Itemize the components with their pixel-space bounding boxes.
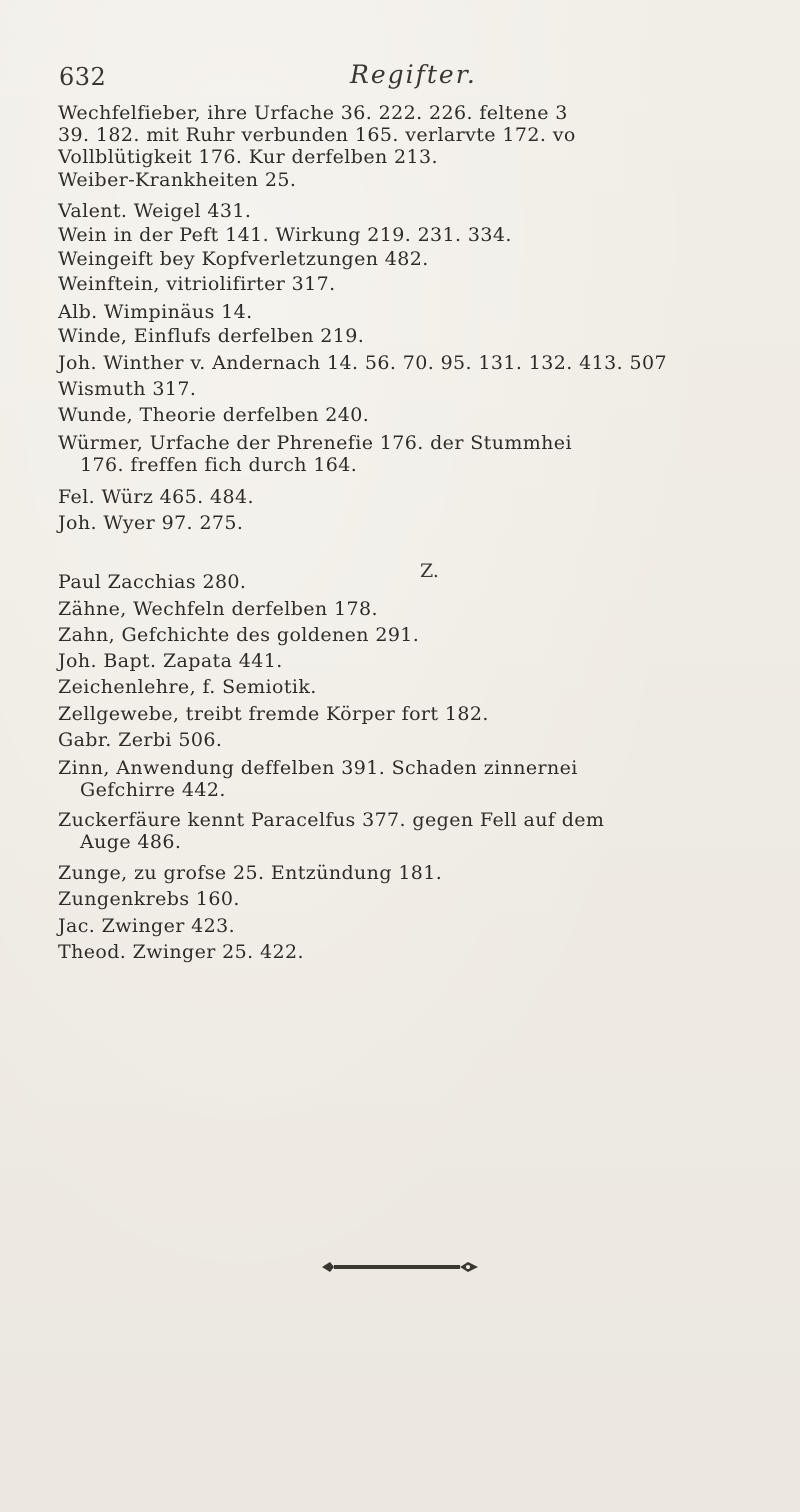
entry-line: Jac. Zwinger 423. (58, 915, 236, 937)
index-entry (58, 888, 240, 910)
entry-line: Joh. Wyer 97. 275. (58, 512, 244, 534)
entry-line: Zähne, Wechfeln derfelben 178. (58, 598, 378, 620)
index-entry (58, 757, 578, 801)
entry-line: Wein in der Peft 141. Wirkung 219. 231. 334. (58, 224, 512, 246)
entry-line: Weiber-Krankheiten 25. (58, 169, 297, 191)
entry-line: Weinftein, vitriolifirter 317. (58, 273, 336, 295)
index-entry (58, 915, 235, 937)
index-entry (58, 809, 604, 853)
entry-line: Paul Zacchias 280. (58, 571, 247, 593)
entry-line: Wunde, Theorie derfelben 240. (58, 404, 370, 426)
entry-line: 176. freffen fich durch 164. (80, 454, 358, 476)
index-entry (58, 729, 222, 751)
index-entry (58, 432, 572, 476)
index-entry (58, 352, 667, 374)
index-entry (58, 650, 283, 672)
end-ornament (320, 1260, 480, 1274)
entry-line: Wechfelfieber, ihre Urfache 36. 222. 226. feltene 3 (58, 102, 568, 124)
entry-line: Fel. Würz 465. 484. (58, 486, 254, 508)
index-entry (58, 676, 317, 698)
index-entry (58, 941, 304, 963)
index-entry (58, 703, 489, 725)
entry-line: Joh. Winther v. Andernach 14. 56. 70. 95. 131. 132. 413. 507 (58, 352, 667, 374)
index-entry (58, 273, 336, 295)
entry-line: 39. 182. mit Ruhr verbunden 165. verlarvte 172. vo (58, 124, 576, 146)
index-entry (58, 378, 196, 400)
entry-line: Auge 486. (80, 831, 182, 853)
entry-line: Weingeift bey Kopfverletzungen 482. (58, 248, 429, 270)
index-entry (58, 571, 246, 593)
index-entry (58, 598, 378, 620)
index-entry (58, 862, 442, 884)
entry-line: Zahn, Gefchichte des goldenen 291. (58, 624, 420, 646)
entry-line: Winde, Einflufs derfelben 219. (58, 325, 365, 347)
index-entry (58, 325, 364, 347)
index-entry (58, 169, 296, 191)
entry-line: Gefchirre 442. (80, 779, 226, 801)
index-entry (58, 404, 369, 426)
entry-line: Joh. Bapt. Zapata 441. (58, 650, 283, 672)
entry-line: Gabr. Zerbi 506. (58, 729, 223, 751)
index-entry (58, 224, 512, 246)
entry-line: Zellgewebe, treibt fremde Körper fort 182. (58, 703, 489, 725)
index-entry (58, 102, 576, 168)
index-entry (58, 624, 419, 646)
entry-line: Theod. Zwinger 25. 422. (58, 941, 304, 963)
entry-line: Zungenkrebs 160. (58, 888, 240, 910)
index-entry (58, 301, 253, 323)
entry-line: Wismuth 317. (58, 378, 197, 400)
index-entry (58, 486, 254, 508)
entry-line: Vollblütigkeit 176. Kur derfelben 213. (58, 146, 438, 168)
index-entry (58, 200, 251, 222)
entry-line: Zinn, Anwendung deffelben 391. Schaden zinnernei (58, 757, 578, 779)
entry-line: Zeichenlehre, f. Semiotik. (58, 676, 317, 698)
page-number: 632 (59, 63, 107, 91)
entry-line: Alb. Wimpinäus 14. (58, 301, 253, 323)
entry-line: Zunge, zu grofse 25. Entzündung 181. (58, 862, 443, 884)
section-letter: Z. (420, 560, 439, 582)
entry-line: Valent. Weigel 431. (58, 200, 252, 222)
index-entry (58, 512, 243, 534)
running-head: Regifter. (350, 60, 477, 89)
index-entry (58, 248, 429, 270)
entry-line: Würmer, Urfache der Phrenefie 176. der Stummhei (58, 432, 572, 454)
entry-line: Zuckerfäure kennt Paracelfus 377. gegen Fell auf dem (58, 809, 605, 831)
